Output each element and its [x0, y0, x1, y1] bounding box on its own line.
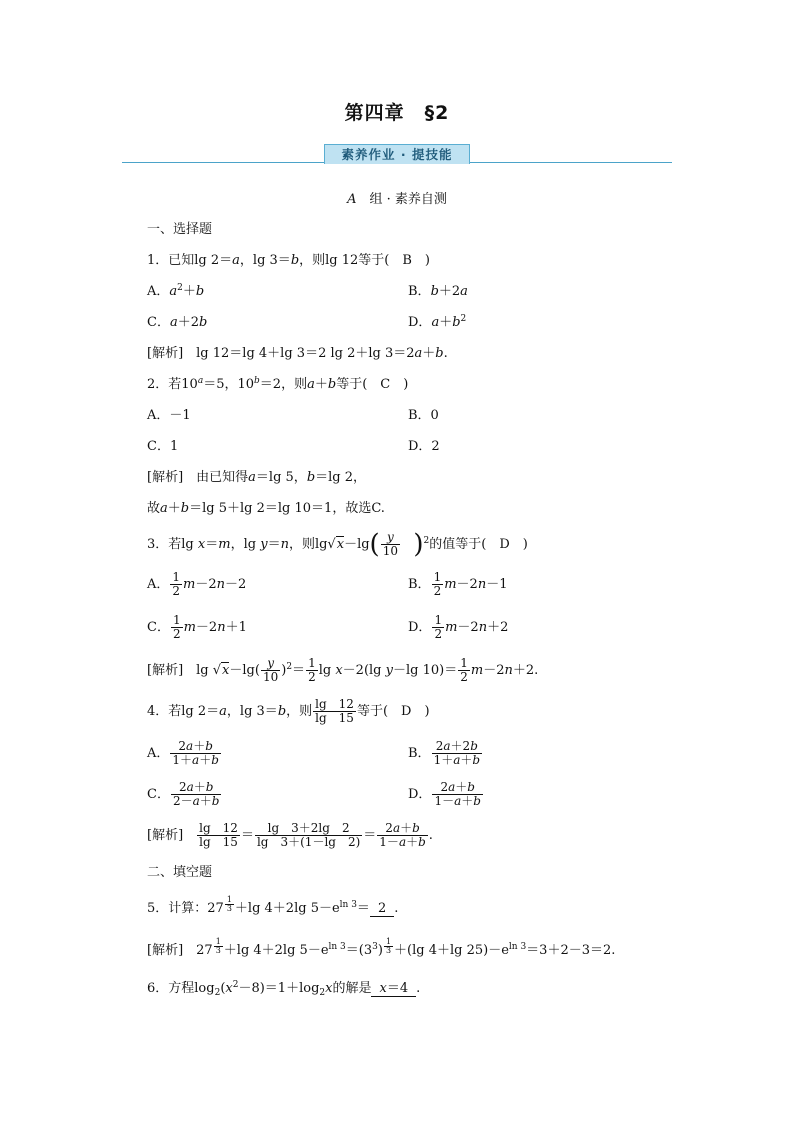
question-4-stem: 4．若lg 2＝a，lg 3＝b，则 $\frac{\lg 12}{\lg 15}$ 等于( D ): [147, 697, 430, 725]
question-5-stem: 5．计算：27 $^{\frac{1}{3}}$ ＋lg 4＋2lg $5-e^{ln 3}= 2$ .: [147, 895, 399, 916]
q2-option-c: C．1: [147, 439, 179, 454]
q4-option-a: A． $\frac{2a+b}{1+a+b}$: [147, 739, 219, 767]
q4-option-d: D． $\frac{2a+b}{1-a+b}$: [408, 780, 481, 808]
q5-solution: [解析] 27 $^{\frac{1}{3}}$ ＋lg 4＋2lg $5-e^{ln 3}=(3^3)$ $^{\frac{1}{3}}$ ＋(lg 4＋lg $25)-e^{ln 3}=3+2-3=2$.: [147, 937, 616, 958]
q4-option-c: C． $\frac{2a+b}{2-a+b}$: [147, 780, 220, 808]
question-6-stem: 6．方程$\log_2(x^2-8)=1+\log_2x$的解是 x＝4 .: [147, 980, 421, 998]
q2-option-b: B．0: [408, 408, 439, 423]
q2-solution-line-2: 故a＋b＝lg 5＋lg 2＝lg 10＝1，故选C.: [147, 501, 385, 516]
page-title: 第四章 §2: [344, 102, 450, 124]
q1-option-a: A．$a^2+b$: [147, 283, 205, 299]
question-2-stem: 2．若$10^a=5$，$10^b=2$，则a＋b等于( C ): [147, 376, 409, 392]
q1-solution: [解析] lg 12＝lg 4＋lg 3＝2 lg 2＋lg 3＝2a＋b.: [147, 346, 448, 361]
question-3-stem: 3．若lg x＝m，lg y＝n，则lg√x－lg( $\frac{y}{10}$ )$^2$的值等于( D ): [147, 529, 528, 560]
section-badge: 素养作业 · 提技能: [324, 144, 470, 164]
q2-option-a: A．－1: [147, 408, 191, 423]
q1-option-b: B．b＋2a: [408, 284, 468, 299]
section-heading-choice: 一、选择题: [147, 222, 213, 237]
q4-option-b: B． $\frac{2a+2b}{1+a+b}$: [408, 739, 481, 767]
q4-solution: [解析] $\frac{\lg 12}{\lg 15}$ ＝ $\frac{\lg 3+2\lg 2}{\lg 3+(1-\lg 2)}$ ＝ $\frac{2a+b}{1-a+b}$ .: [147, 821, 433, 849]
group-title: A 组 · 素养自测: [347, 192, 447, 207]
q2-option-d: D．2: [408, 439, 440, 454]
section-heading-fill: 二、填空题: [147, 865, 213, 880]
q1-option-d: D．$a+b^2$: [408, 314, 467, 330]
q1-option-c: C．a＋2b: [147, 315, 208, 330]
question-1-stem: 1．已知lg 2＝a，lg 3＝b，则lg 12等于( B ): [147, 253, 430, 268]
q5-answer: 2: [370, 901, 394, 917]
q3-option-a: A． $\frac{1}{2}$ m－2n－2: [147, 570, 247, 598]
q3-solution: [解析] lg √x－lg( $\frac{y}{10}$ )$^2$＝ $\frac{1}{2}$ lg x－2(lg y－lg 10)＝ $\frac{1}{2}$ m－2n＋2.: [147, 656, 539, 684]
q3-option-c: C． $\frac{1}{2}$ m－2n＋1: [147, 613, 247, 641]
q3-option-d: D． $\frac{1}{2}$ m－2n＋2: [408, 613, 509, 641]
q2-solution-line-1: [解析] 由已知得a＝lg 5，b＝lg 2，: [147, 470, 367, 485]
q3-option-b: B． $\frac{1}{2}$ m－2n－1: [408, 570, 508, 598]
q6-answer: x＝4: [371, 981, 416, 997]
